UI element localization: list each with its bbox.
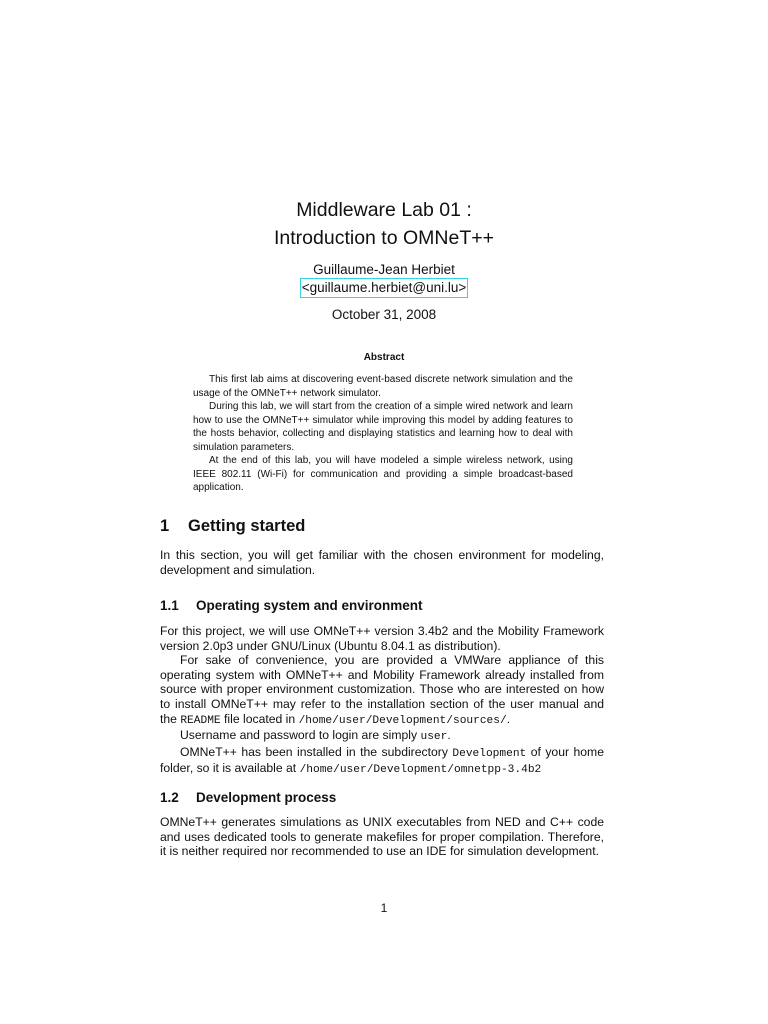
- section-number: 1.2: [160, 790, 179, 805]
- abstract-paragraph: During this lab, we will start from the creation of a simple wired network and learn how to use the OMNeT++ simulator while improving this model by adding features to the hosts behavior, collecting and displaying statistics and learning how to deal with simulation parameters.: [193, 401, 573, 453]
- inline-code: README: [180, 714, 221, 727]
- publication-date: October 31, 2008: [331, 307, 437, 322]
- inline-code: Development: [452, 747, 527, 760]
- abstract-heading: Abstract: [363, 352, 405, 363]
- paragraph: [160, 653, 604, 728]
- title-line-2: Introduction to OMNeT++: [273, 227, 495, 249]
- section-title: Operating system and environment: [196, 598, 423, 613]
- page-number: 1: [380, 901, 388, 915]
- text-run: .: [506, 711, 511, 726]
- section-number: 1: [160, 517, 170, 535]
- section-1-2-body: [160, 815, 604, 859]
- email-link[interactable]: <guillaume.herbiet@uni.lu>: [300, 278, 469, 298]
- section-heading-1-2: [160, 790, 336, 805]
- inline-code: /home/user/Development/omnetpp-3.4b2: [299, 764, 542, 777]
- paper-title: [0, 196, 768, 252]
- paragraph: [160, 728, 604, 745]
- text-run: For sake of convenience, you are provided a VMWare appliance of this operating system with OMNeT++ and Mobility Framework already installed from source with proper environment customization. Those who are interested on how to install OMNeT++ may refer to the installation section of the user manual and the: [160, 653, 604, 726]
- abstract-paragraph: At the end of this lab, you will have modeled a simple wireless network, using IEEE 802.11 (Wi-Fi) for communication and providing a simple broadcast-based application.: [193, 455, 573, 493]
- paragraph: For this project, we will use OMNeT++ version 3.4b2 and the Mobility Framework version 2.0p3 under GNU/Linux (Ubuntu 8.04.1 as distribution).: [160, 624, 604, 653]
- section-number: 1.1: [160, 598, 179, 613]
- abstract-body: [193, 373, 573, 495]
- author-name: Guillaume-Jean Herbiet: [313, 262, 455, 277]
- text-run: of your home folder, so it is available at: [160, 744, 604, 776]
- abstract-paragraph: This first lab aims at discovering event-based discrete network simulation and the usage of the OMNeT++ network simulator.: [193, 374, 573, 399]
- paragraph: In this section, you will get familiar with the chosen environment for modeling, development and simulation.: [160, 548, 604, 577]
- inline-code: /home/user/Development/sources/: [298, 714, 507, 727]
- section-1-1-body: [160, 624, 604, 778]
- section-title: Development process: [196, 790, 337, 805]
- text-run: file located in: [220, 711, 299, 726]
- section-1-intro: [160, 548, 604, 577]
- title-line-1: Middleware Lab 01 :: [296, 199, 472, 221]
- email-container: [0, 278, 768, 298]
- paragraph: OMNeT++ generates simulations as UNIX executables from NED and C++ code and uses dedicated tools to generate makefiles for proper compilation. Therefore, it is neither required nor recommended to use an IDE for simulation development.: [160, 815, 604, 859]
- section-heading-1: [160, 517, 305, 536]
- section-title: Getting started: [188, 517, 306, 535]
- paragraph: [160, 745, 604, 778]
- text-run: Username and password to login are simply: [180, 728, 421, 743]
- section-heading-1-1: [160, 598, 423, 613]
- text-run: OMNeT++ has been installed in the subdirectory: [180, 744, 453, 759]
- inline-code: user: [420, 731, 448, 744]
- text-run: .: [447, 728, 451, 743]
